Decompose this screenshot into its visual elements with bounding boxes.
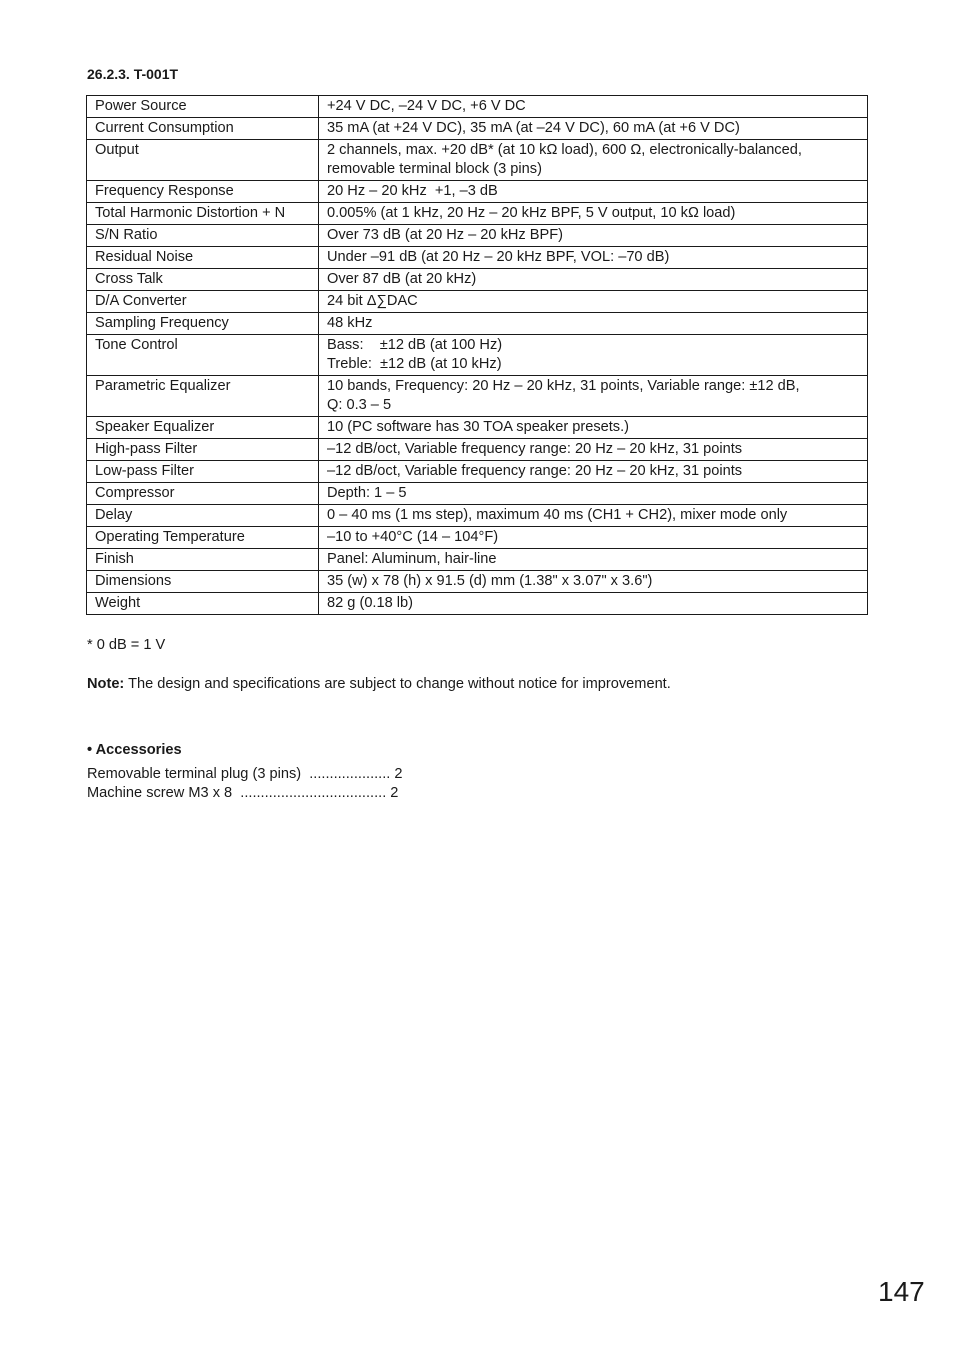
accessories-list xyxy=(87,765,403,803)
spec-value xyxy=(319,527,868,549)
spec-label: Parametric Equalizer xyxy=(87,376,319,417)
spec-value xyxy=(319,376,868,417)
spec-row xyxy=(87,483,868,505)
spec-value-line: 10 (PC software has 30 TOA speaker presets.) xyxy=(327,419,630,435)
spec-value xyxy=(319,483,868,505)
spec-value-line: 0.005% (at 1 kHz, 20 Hz – 20 kHz BPF, 5 V output, 10 kΩ load) xyxy=(327,205,736,221)
specifications-table-body xyxy=(87,96,868,615)
spec-label: D/A Converter xyxy=(87,291,319,313)
spec-value xyxy=(319,291,868,313)
spec-label: High-pass Filter xyxy=(87,439,319,461)
spec-row xyxy=(87,439,868,461)
spec-label: Compressor xyxy=(87,483,319,505)
spec-row xyxy=(87,247,868,269)
accessories-title: • Accessories xyxy=(87,742,182,758)
spec-row xyxy=(87,505,868,527)
spec-value-line: –12 dB/oct, Variable frequency range: 20 Hz – 20 kHz, 31 points xyxy=(327,463,743,479)
spec-value-line: Under –91 dB (at 20 Hz – 20 kHz BPF, VOL: –70 dB) xyxy=(327,249,670,265)
footnote: * 0 dB = 1 V xyxy=(87,637,166,653)
spec-row xyxy=(87,269,868,291)
spec-value xyxy=(319,140,868,181)
spec-value-line: Over 87 dB (at 20 kHz) xyxy=(327,271,477,287)
spec-label: Operating Temperature xyxy=(87,527,319,549)
spec-label: Total Harmonic Distortion + N xyxy=(87,203,319,225)
spec-value-line: 10 bands, Frequency: 20 Hz – 20 kHz, 31 points, Variable range: ±12 dB, xyxy=(327,378,800,394)
spec-label: Cross Talk xyxy=(87,269,319,291)
spec-label: Speaker Equalizer xyxy=(87,417,319,439)
spec-row xyxy=(87,118,868,140)
spec-row xyxy=(87,225,868,247)
spec-value xyxy=(319,118,868,140)
spec-label: Delay xyxy=(87,505,319,527)
spec-value-line: 20 Hz – 20 kHz +1, –3 dB xyxy=(327,183,498,199)
spec-value-line: 48 kHz xyxy=(327,315,373,331)
spec-value xyxy=(319,313,868,335)
spec-value xyxy=(319,247,868,269)
spec-label: Frequency Response xyxy=(87,181,319,203)
spec-value xyxy=(319,225,868,247)
note-text: The design and specifications are subject to change without notice for improvement. xyxy=(124,676,671,692)
spec-value xyxy=(319,203,868,225)
spec-value xyxy=(319,269,868,291)
spec-row xyxy=(87,140,868,181)
note-label: Note: xyxy=(87,676,125,692)
spec-row xyxy=(87,203,868,225)
section-heading: 26.2.3. T-001T xyxy=(87,66,179,82)
spec-row xyxy=(87,335,868,376)
spec-value-line: +24 V DC, –24 V DC, +6 V DC xyxy=(327,98,526,114)
spec-value-line: 0 – 40 ms (1 ms step), maximum 40 ms (CH1 + CH2), mixer mode only xyxy=(327,507,788,523)
spec-row xyxy=(87,291,868,313)
spec-value-line: removable terminal block (3 pins) xyxy=(327,161,542,177)
spec-label: Sampling Frequency xyxy=(87,313,319,335)
spec-value xyxy=(319,593,868,615)
spec-row xyxy=(87,571,868,593)
spec-value-line: 82 g (0.18 lb) xyxy=(327,595,413,611)
spec-value-line: Treble: ±12 dB (at 10 kHz) xyxy=(327,356,502,372)
spec-row xyxy=(87,593,868,615)
spec-label: Output xyxy=(87,140,319,181)
specifications-table xyxy=(86,95,868,615)
page-number: 147 xyxy=(878,1276,925,1307)
spec-value-line: Bass: ±12 dB (at 100 Hz) xyxy=(327,337,503,353)
spec-value-line: –12 dB/oct, Variable frequency range: 20 Hz – 20 kHz, 31 points xyxy=(327,441,743,457)
spec-value xyxy=(319,505,868,527)
spec-row xyxy=(87,549,868,571)
spec-value xyxy=(319,417,868,439)
spec-value-line: 35 mA (at +24 V DC), 35 mA (at –24 V DC), 60 mA (at +6 V DC) xyxy=(327,120,740,136)
spec-value-line: Q: 0.3 – 5 xyxy=(327,397,392,413)
spec-value xyxy=(319,439,868,461)
spec-value-line: Over 73 dB (at 20 Hz – 20 kHz BPF) xyxy=(327,227,564,243)
spec-value-line: 2 channels, max. +20 dB* (at 10 kΩ load), 600 Ω, electronically-balanced, xyxy=(327,142,802,158)
spec-label: Dimensions xyxy=(87,571,319,593)
spec-row xyxy=(87,417,868,439)
spec-label: Current Consumption xyxy=(87,118,319,140)
spec-row xyxy=(87,181,868,203)
spec-value xyxy=(319,571,868,593)
spec-row xyxy=(87,376,868,417)
spec-value-line: –10 to +40°C (14 – 104°F) xyxy=(327,529,499,545)
spec-label: Residual Noise xyxy=(87,247,319,269)
spec-label: Finish xyxy=(87,549,319,571)
spec-row xyxy=(87,313,868,335)
spec-value xyxy=(319,549,868,571)
spec-value-line: Depth: 1 – 5 xyxy=(327,485,407,501)
accessory-item: Removable terminal plug (3 pins) .................... 2 xyxy=(87,766,403,782)
accessory-item: Machine screw M3 x 8 .................................... 2 xyxy=(87,785,399,801)
spec-label: Tone Control xyxy=(87,335,319,376)
spec-value xyxy=(319,461,868,483)
note xyxy=(87,676,671,692)
spec-value xyxy=(319,335,868,376)
spec-value-line: 35 (w) x 78 (h) x 91.5 (d) mm (1.38" x 3.07" x 3.6") xyxy=(327,573,653,589)
spec-row xyxy=(87,461,868,483)
spec-value xyxy=(319,181,868,203)
spec-label: Power Source xyxy=(87,96,319,118)
spec-row xyxy=(87,96,868,118)
spec-label: S/N Ratio xyxy=(87,225,319,247)
spec-value xyxy=(319,96,868,118)
spec-row xyxy=(87,527,868,549)
spec-value-line: 24 bit Δ∑DAC xyxy=(327,293,418,309)
spec-label: Low-pass Filter xyxy=(87,461,319,483)
spec-value-line: Panel: Aluminum, hair-line xyxy=(327,551,497,567)
spec-label: Weight xyxy=(87,593,319,615)
